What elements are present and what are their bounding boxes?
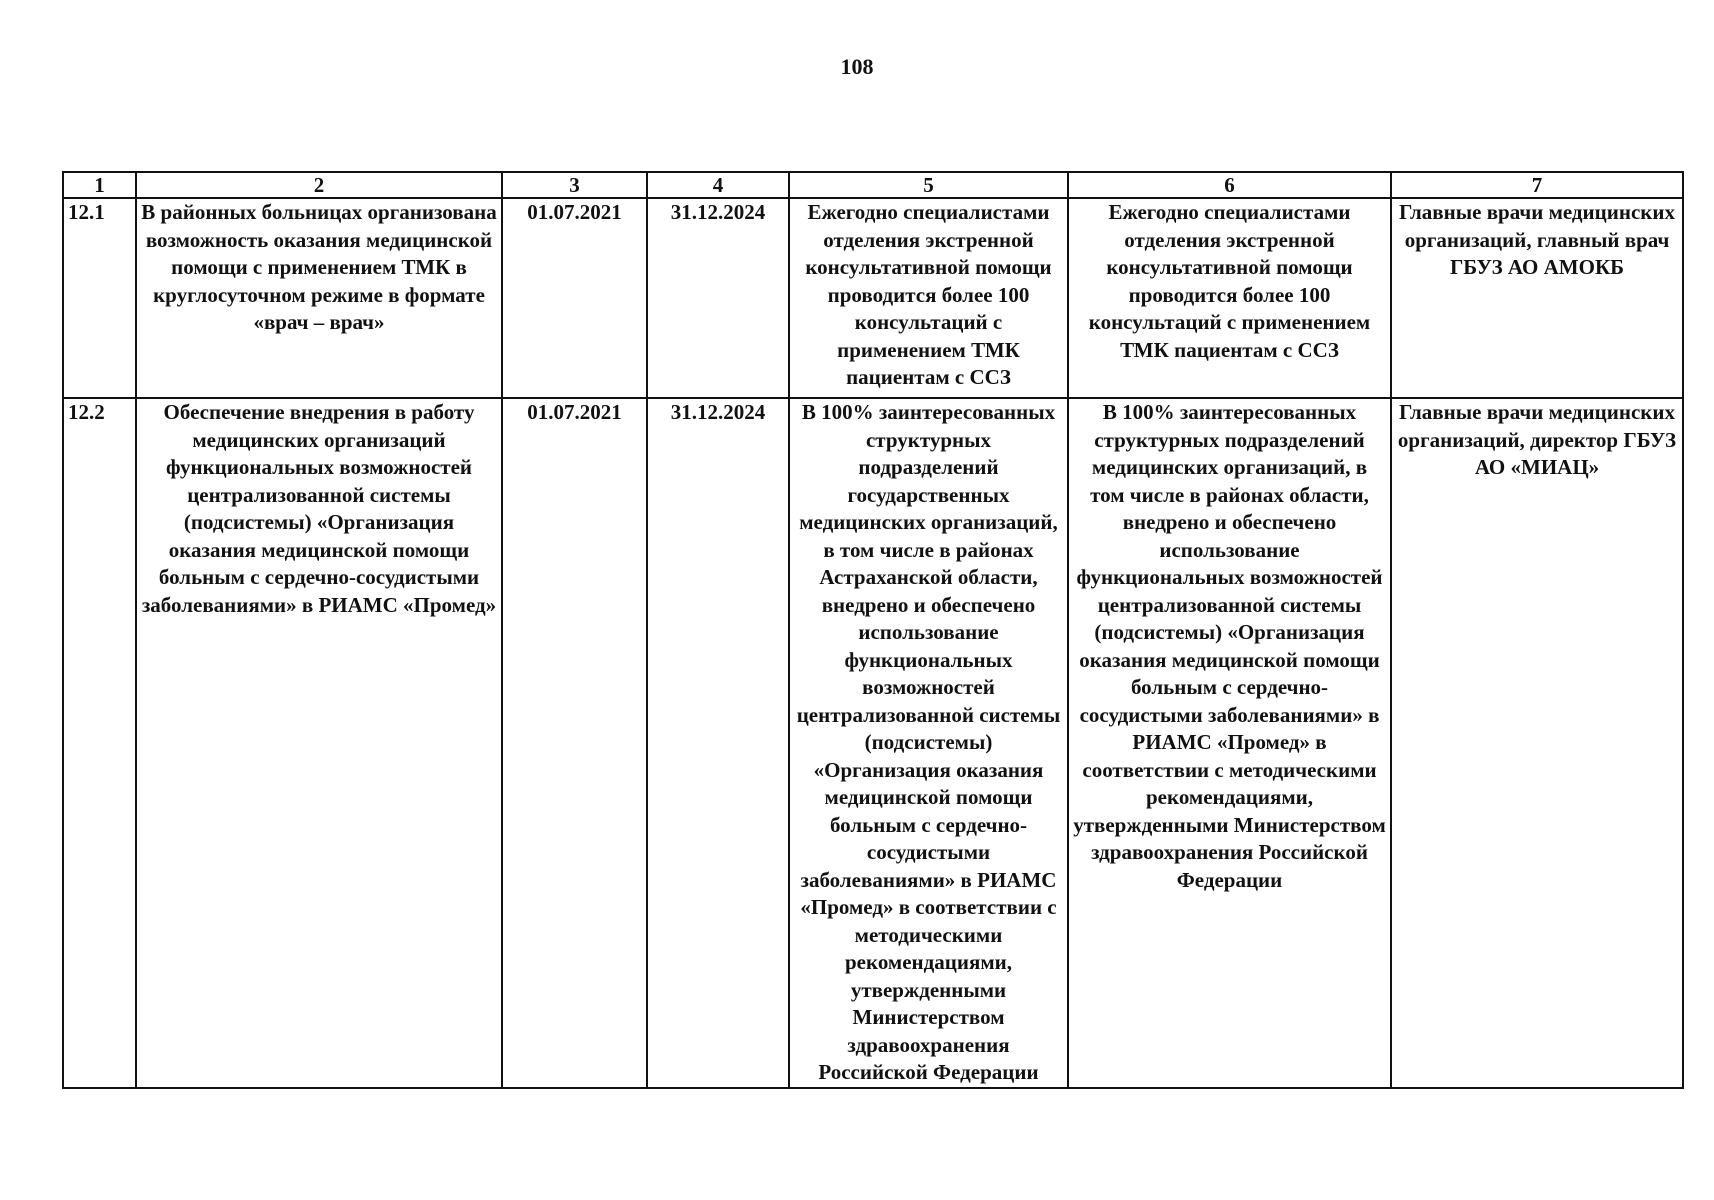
start-date-text: 01.07.2021 [527,400,622,424]
responsible-text: Главные врачи медицинских организаций, директор ГБУЗ АО «МИАЦ» [1397,400,1677,479]
column-header-1: 1 [63,172,136,198]
start-date-text: 01.07.2021 [527,200,622,224]
header-row [63,172,1683,198]
plan-table [62,171,1684,1089]
result-text: Ежегодно специалистами отделения экстренной консультативной помощи проводится более 100 консультаций с применением ТМК пациентам с ССЗ [805,200,1052,389]
indicator-text: Ежегодно специалистами отделения экстренной консультативной помощи проводится более 100 консультаций с применением ТМК пациентам с ССЗ [1088,200,1371,362]
result-cell [789,198,1068,398]
indicator-cell [1068,198,1391,398]
column-header-3: 3 [502,172,647,198]
column-header-7: 7 [1391,172,1683,198]
end-date-cell [647,198,789,398]
table-row [63,398,1683,1088]
activity-cell [136,198,502,398]
table-row [63,198,1683,398]
start-date-cell [502,198,647,398]
indicator-cell [1068,398,1391,1088]
responsible-cell [1391,398,1683,1088]
activity-cell [136,398,502,1088]
responsible-cell [1391,198,1683,398]
start-date-cell [502,398,647,1088]
end-date-text: 31.12.2024 [670,200,766,224]
column-header-5: 5 [789,172,1068,198]
responsible-text: Главные врачи медицинских организаций, главный врач ГБУЗ АО АМОКБ [1399,200,1675,279]
activity-text: Обеспечение внедрения в работу медицинских организаций функциональных возможностей централизованной системы (подсистемы) «Организация оказания медицинской помощи больным с сердечно-сосудистыми заболеваниями» в РИАМС «Промед» [141,400,497,617]
indicator-text: В 100% заинтересованных структурных подразделений медицинских организаций, в том числе в районах области, внедрено и обеспечено использование функциональных возможностей централизованной системы (подсистемы) «Организация оказания медицинской помощи больным с сердечно-сосудистыми заболеваниями» в РИАМС «Промед» в соответствии с методическими рекомендациями, утвержденными Министерством здравоохранения Российской Федерации [1073,400,1386,892]
end-date-text: 31.12.2024 [670,400,766,424]
result-text: В 100% заинтересованных структурных подразделений государственных медицинских организаций, в том числе в районах Астраханской области, внедрено и обеспечено использование функциональных возможностей централизованной системы (подсистемы) «Организация оказания медицинской помощи больным с сердечно-сосудистыми заболеваниями» в РИАМС «Промед» в соответствии с методическими рекомендациями, утвержденными Министерством здравоохранения Российской Федерации [796,400,1061,1084]
activity-text: В районных больницах организована возможность оказания медицинской помощи с применением ТМК в круглосуточном режиме в формате «врач – врач» [141,200,497,334]
row-number [63,198,136,398]
column-header-4: 4 [647,172,789,198]
result-cell [789,398,1068,1088]
end-date-cell [647,398,789,1088]
page-number: 108 [840,54,874,79]
column-header-6: 6 [1068,172,1391,198]
row-number-text: 12.2 [68,400,105,424]
column-header-2: 2 [136,172,502,198]
row-number-text: 12.1 [68,200,105,224]
row-number [63,398,136,1088]
